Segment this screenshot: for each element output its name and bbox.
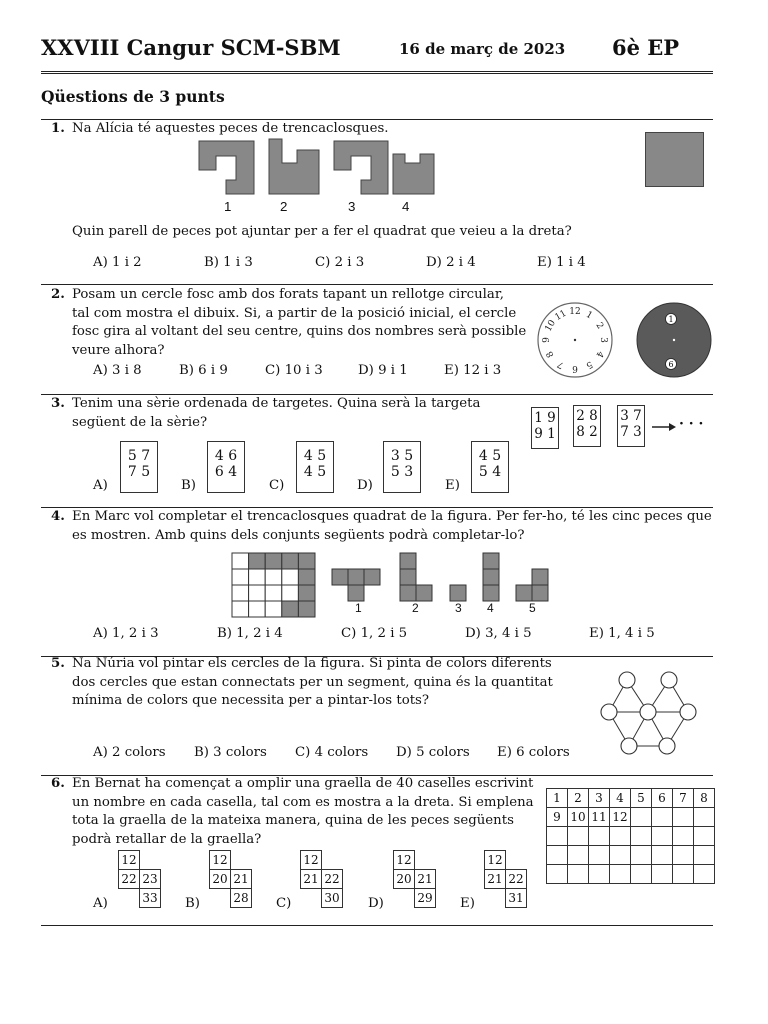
clock-number: 2 <box>593 321 605 331</box>
grid-cell <box>298 553 315 569</box>
grid-cell: 12 <box>610 808 631 827</box>
q1-piece-label-1: 1 <box>224 199 232 214</box>
piece-2 <box>269 139 319 194</box>
grid-cell <box>232 569 249 585</box>
grid-cell <box>694 808 715 827</box>
q4-text <box>72 508 712 545</box>
piece-1 <box>199 141 254 194</box>
q2-clock-figure <box>537 300 712 380</box>
q3-option-card-c[interactable]: 4 5 4 5 <box>296 441 334 493</box>
grid-cell <box>298 601 315 617</box>
grid-cell <box>298 585 315 601</box>
q2-option-c[interactable]: C) 10 i 3 <box>265 363 323 378</box>
exam-title: XXVIII Cangur SCM-SBM <box>41 35 341 60</box>
arrow-right-icon <box>652 422 678 432</box>
grid-cell: 10 <box>568 808 589 827</box>
q4-option-e[interactable]: E) 1, 4 i 5 <box>589 626 655 641</box>
grid-cell <box>631 808 652 827</box>
q3-option-card-a[interactable]: 5 7 7 5 <box>120 441 158 493</box>
q2-option-a[interactable]: A) 3 i 8 <box>93 363 142 378</box>
q6-piece-d[interactable]: 12 20 21 29 <box>393 850 436 908</box>
q4-option-a[interactable]: A) 1, 2 i 3 <box>93 626 159 641</box>
svg-text:1: 1 <box>668 315 674 324</box>
clock-number: 9 <box>542 337 552 343</box>
clock-number: 12 <box>569 307 581 317</box>
q6-piece-a[interactable]: 12 22 23 33 <box>118 850 161 908</box>
q3-text <box>72 395 480 432</box>
q5-line: Na Núria vol pintar els cercles de la figura. Si pinta de colors diferents <box>72 656 552 671</box>
q5-number: 5. <box>51 656 65 671</box>
clock-number: 10 <box>543 318 558 334</box>
q6-option-d[interactable]: D) <box>368 896 384 911</box>
section-title: Qüestions de 3 punts <box>41 87 225 106</box>
q4-piece-label-5: 5 <box>529 601 536 615</box>
grid-cell <box>673 808 694 827</box>
grid-cell <box>265 601 282 617</box>
piece-4 <box>393 154 434 194</box>
divider <box>41 925 713 926</box>
q4-puzzle-figure <box>230 551 555 619</box>
q6-piece-c[interactable]: 12 21 22 30 <box>300 850 343 908</box>
q1-option-d[interactable]: D) 2 i 4 <box>426 255 476 270</box>
q3-option-b[interactable]: B) <box>181 478 196 493</box>
grid-cell <box>282 601 299 617</box>
grid-cell: 7 <box>673 789 694 808</box>
q3-option-card-d[interactable]: 3 5 5 3 <box>383 441 421 493</box>
grid-cell: 6 <box>652 789 673 808</box>
q4-piece-label-4: 4 <box>487 601 494 615</box>
q3-line: Tenim una sèrie ordenada de targetes. Quina serà la targeta <box>72 396 481 411</box>
grid-cell: 11 <box>589 808 610 827</box>
q4-option-d[interactable]: D) 3, 4 i 5 <box>465 626 532 641</box>
q6-line: tota la graella de la mateixa manera, quina de les peces següents <box>72 813 514 828</box>
q5-option-a[interactable]: A) 2 colors <box>93 745 166 760</box>
q6-text <box>72 775 534 849</box>
q6-option-b[interactable]: B) <box>185 896 200 911</box>
q3-option-a[interactable]: A) <box>93 478 108 493</box>
q1-number: 1. <box>51 121 65 136</box>
piece-3 <box>334 141 388 194</box>
q6-line: En Bernat ha començat a omplir una graella de 40 caselles escrivint <box>72 776 534 791</box>
q4-number: 4. <box>51 509 65 524</box>
grid-cell <box>249 585 266 601</box>
grid-cell <box>652 808 673 827</box>
q2-line: tal com mostra el dibuix. Si, a partir de la posició inicial, el cercle <box>72 305 517 321</box>
header-rule <box>41 71 713 74</box>
q1-option-e[interactable]: E) 1 i 4 <box>537 255 586 270</box>
q5-option-e[interactable]: E) 6 colors <box>497 745 570 760</box>
q4-piece-label-1: 1 <box>355 601 362 615</box>
q3-line: següent de la sèrie? <box>72 414 208 430</box>
q3-option-card-b[interactable]: 4 6 6 4 <box>207 441 245 493</box>
q5-text <box>72 655 553 711</box>
q1-piece-label-4: 4 <box>402 199 410 214</box>
q4-line: es mostren. Amb quins dels conjunts següents podrà completar-lo? <box>72 527 525 543</box>
grid-cell <box>232 601 249 617</box>
exam-date: 16 de març de 2023 <box>399 40 566 58</box>
clock-number: 6 <box>572 363 578 373</box>
q4-line: En Marc vol completar el trencaclosques quadrat de la figura. Per fer-ho, té les cinc peces que <box>72 509 712 524</box>
q4-piece-label-3: 3 <box>455 601 462 615</box>
q1-option-c[interactable]: C) 2 i 3 <box>315 255 365 270</box>
q5-option-b[interactable]: B) 3 colors <box>194 745 267 760</box>
grid-cell <box>249 569 266 585</box>
svg-text:6: 6 <box>668 360 674 369</box>
exam-level: 6è EP <box>612 35 680 60</box>
grid-cell <box>249 601 266 617</box>
grid-cell <box>282 585 299 601</box>
q3-ellipsis: · · · <box>679 416 704 432</box>
q6-option-a[interactable]: A) <box>93 896 108 911</box>
q2-line: fosc gira al voltant del seu centre, quins dos nombres serà possible <box>72 324 527 339</box>
q3-series-card-3: 3 7 7 3 <box>617 405 645 447</box>
clock-number: 5 <box>584 358 594 370</box>
q2-number: 2. <box>51 287 65 302</box>
q1-piece-label-3: 3 <box>348 199 356 214</box>
grid-cell <box>249 553 266 569</box>
q2-line: Posam un cercle fosc amb dos forats tapant un rellotge circular, <box>72 287 504 302</box>
q1-piece-label-2: 2 <box>280 199 288 214</box>
q6-line: un nombre en cada casella, tal com es mostra a la dreta. Si emplena <box>72 794 534 810</box>
grid-cell: 3 <box>589 789 610 808</box>
q4-option-b[interactable]: B) 1, 2 i 4 <box>217 626 283 641</box>
q4-piece-label-2: 2 <box>412 601 419 615</box>
clock-number: 8 <box>545 349 557 359</box>
clock-number: 4 <box>593 349 605 359</box>
q5-option-d[interactable]: D) 5 colors <box>396 745 470 760</box>
grid-cell <box>298 569 315 585</box>
grid-cell: 8 <box>694 789 715 808</box>
q5-line: dos cercles que estan connectats per un segment, quina és la quantitat <box>72 674 553 690</box>
q3-series-card-2: 2 8 8 2 <box>573 405 601 447</box>
grid-cell: 5 <box>631 789 652 808</box>
grid-cell <box>265 569 282 585</box>
grid-cell <box>265 553 282 569</box>
q3-number: 3. <box>51 396 65 411</box>
q2-option-b[interactable]: B) 6 i 9 <box>179 363 228 378</box>
q5-graph-figure <box>597 668 701 760</box>
q6-option-c[interactable]: C) <box>276 896 292 911</box>
q3-option-e[interactable]: E) <box>445 478 460 493</box>
q6-line: podrà retallar de la graella? <box>72 831 262 847</box>
q3-option-c[interactable]: C) <box>269 478 285 493</box>
clock-number: 3 <box>598 337 608 343</box>
divider <box>41 284 713 285</box>
q1-target-square <box>645 132 704 187</box>
grid-cell: 4 <box>610 789 631 808</box>
q2-text <box>72 286 526 360</box>
q1-option-a[interactable]: A) 1 i 2 <box>93 255 142 270</box>
q6-option-e[interactable]: E) <box>460 896 475 911</box>
clock-number: 1 <box>584 310 594 322</box>
q6-number: 6. <box>51 776 65 791</box>
grid-cell: 1 <box>547 789 568 808</box>
q6-number-grid <box>546 788 715 884</box>
grid-cell: 9 <box>547 808 568 827</box>
grid-cell <box>232 585 249 601</box>
q1-pieces-figure <box>196 136 456 198</box>
q6-piece-b[interactable]: 12 20 21 28 <box>209 850 252 908</box>
q4-option-c[interactable]: C) 1, 2 i 5 <box>341 626 408 641</box>
q3-series-card-1: 1 9 9 1 <box>531 407 559 449</box>
grid-cell: 2 <box>568 789 589 808</box>
q6-piece-e[interactable]: 12 21 22 31 <box>484 850 527 908</box>
grid-cell <box>282 553 299 569</box>
grid-cell <box>282 569 299 585</box>
grid-cell <box>265 585 282 601</box>
q1-text: Na Alícia té aquestes peces de trencaclosques. <box>72 121 389 136</box>
q5-option-c[interactable]: C) 4 colors <box>295 745 369 760</box>
q2-line: veure alhora? <box>72 342 165 358</box>
clock-number: 11 <box>553 308 569 323</box>
q1-option-b[interactable]: B) 1 i 3 <box>204 255 253 270</box>
q3-option-card-e[interactable]: 4 5 5 4 <box>471 441 509 493</box>
grid-cell <box>232 553 249 569</box>
q2-option-d[interactable]: D) 9 i 1 <box>358 363 408 378</box>
q3-option-d[interactable]: D) <box>357 478 373 493</box>
q1-question: Quin parell de peces pot ajuntar per a fer el quadrat que veieu a la dreta? <box>72 224 572 239</box>
q2-option-e[interactable]: E) 12 i 3 <box>444 363 502 378</box>
clock-number: 7 <box>556 358 566 370</box>
q5-line: mínima de colors que necessita per a pintar-los tots? <box>72 693 430 708</box>
